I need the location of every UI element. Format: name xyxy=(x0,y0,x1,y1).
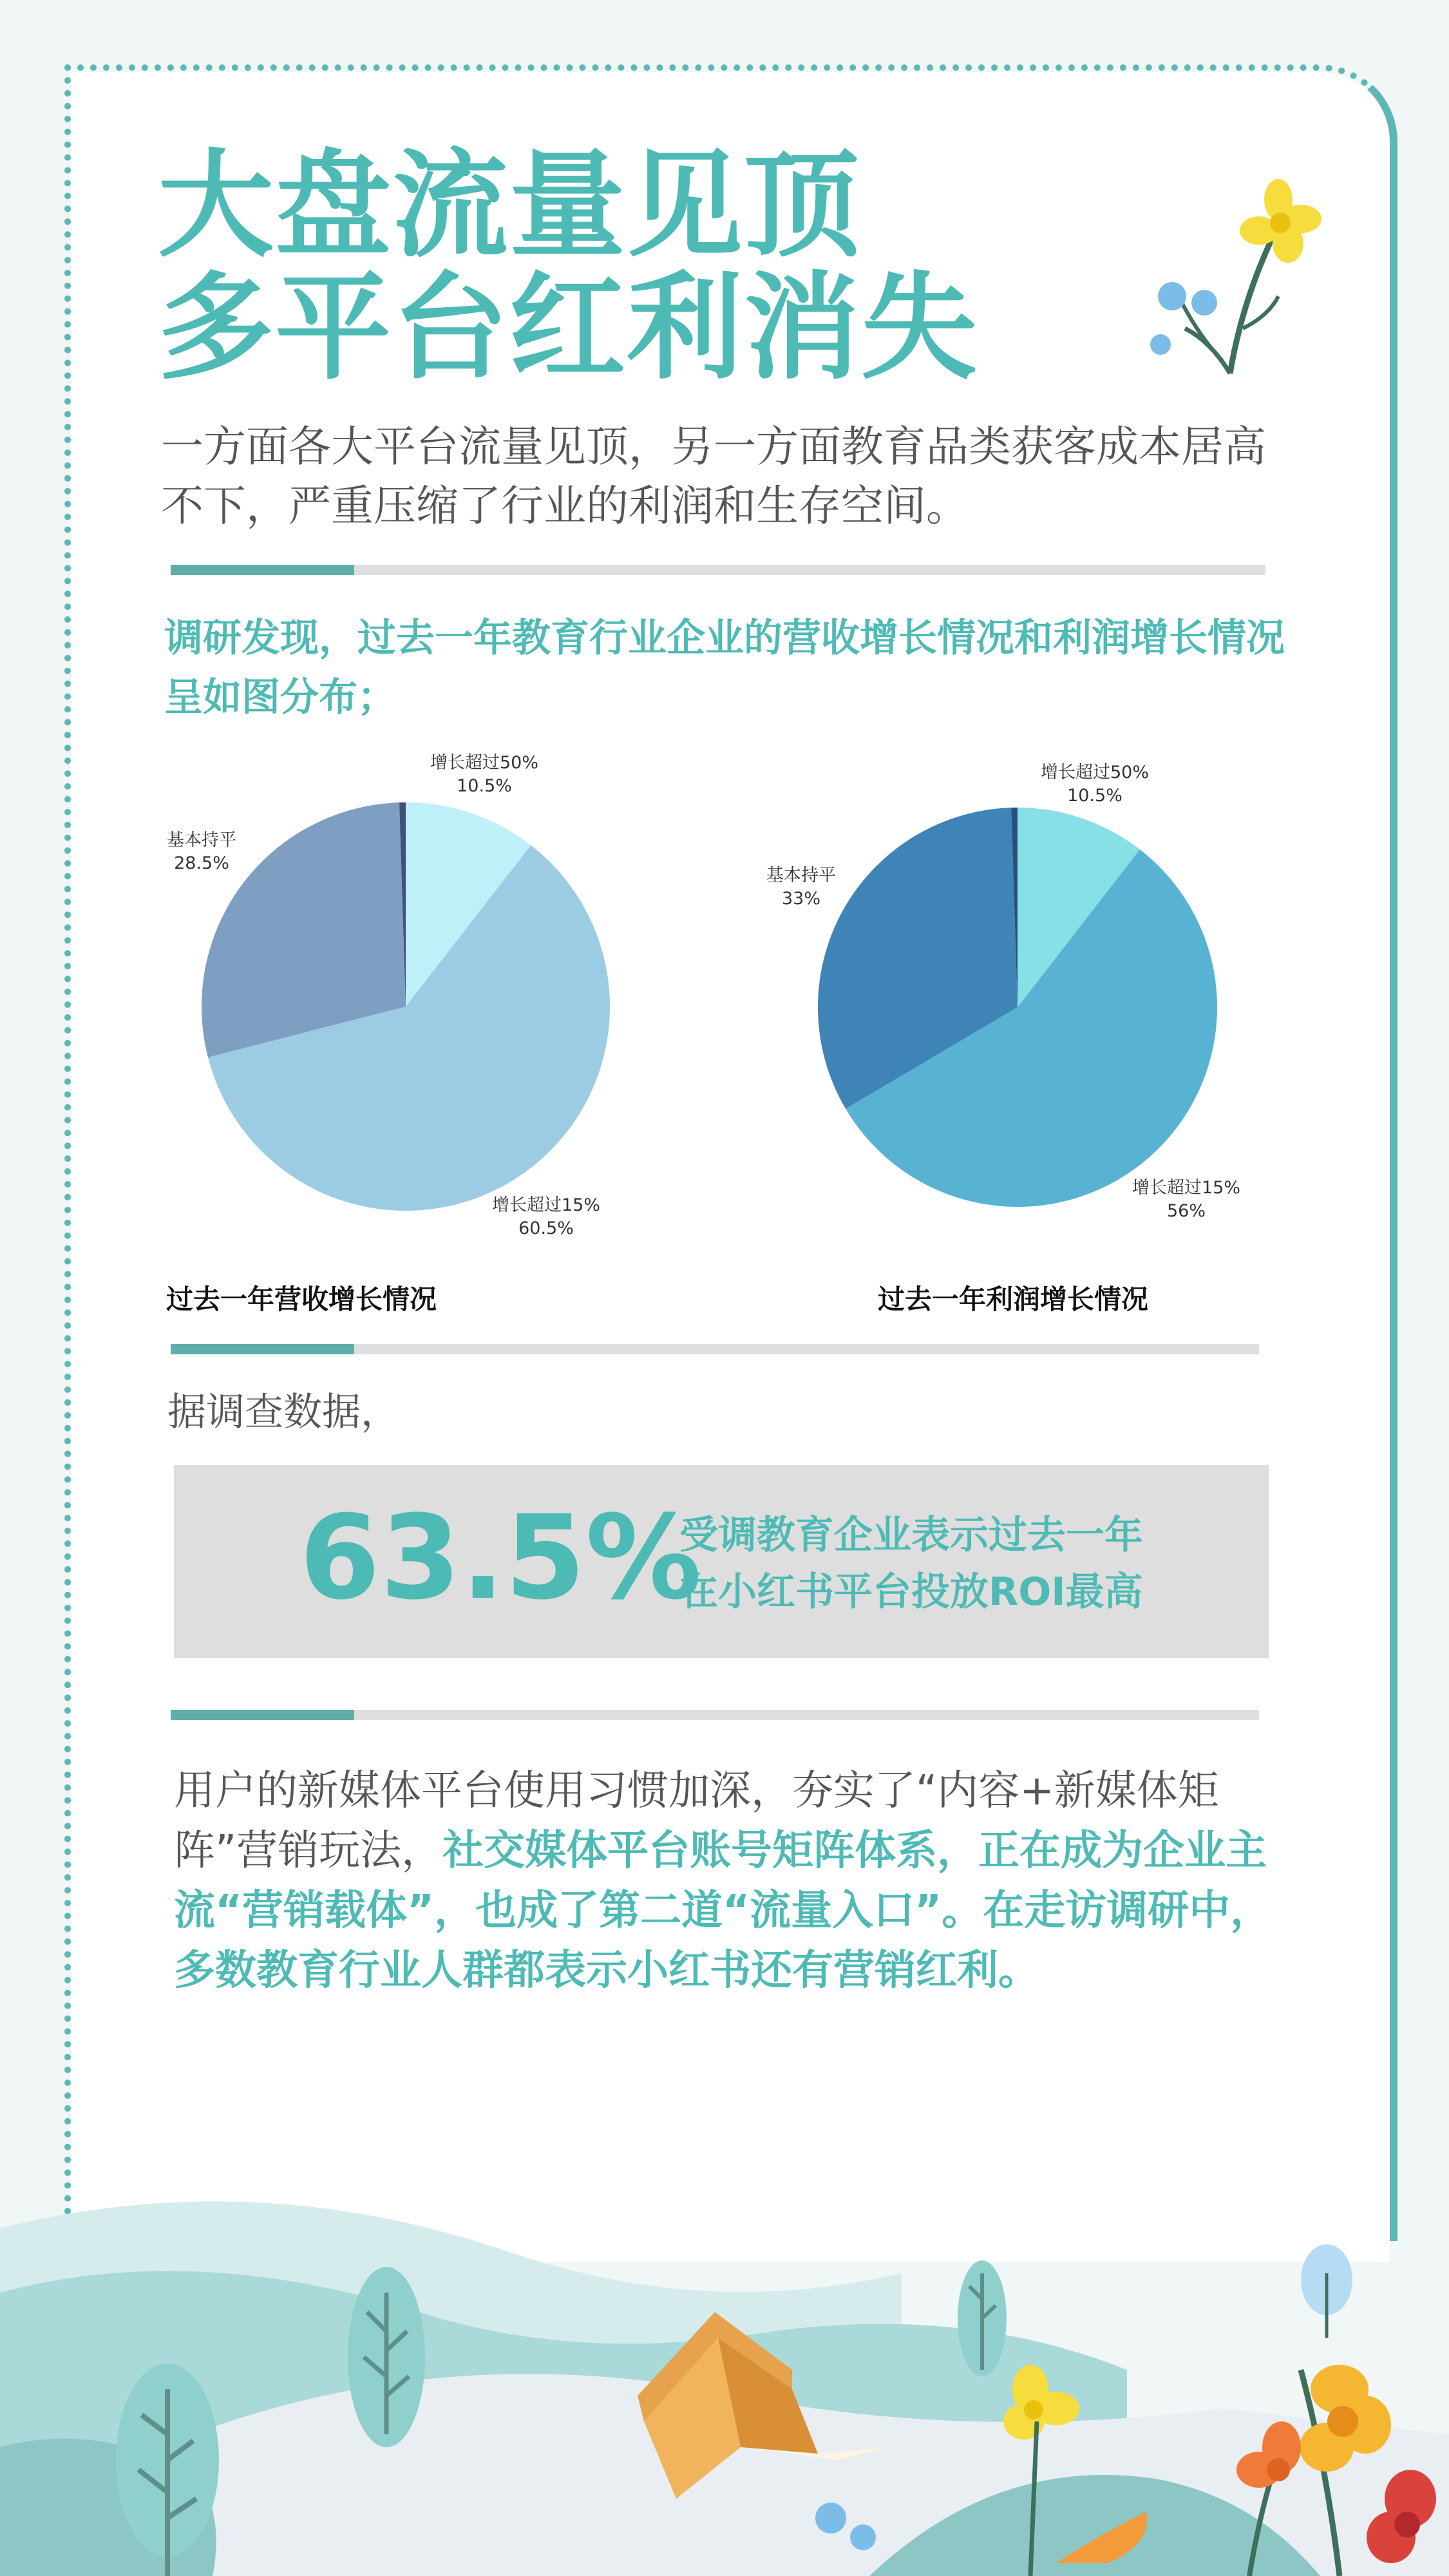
pie1-label-0: 增长超过50% xyxy=(430,753,539,773)
revenue-chart-title: 过去一年营收增长情况 xyxy=(166,1283,437,1315)
section-divider xyxy=(171,1344,1259,1354)
pie1-value-label-0: 10.5% xyxy=(457,776,512,796)
findings-text: 调研发现，过去一年教育行业企业的营收增长情况和利润增长情况呈如图分布； xyxy=(164,616,1285,720)
pie2-value-label-0: 10.5% xyxy=(1067,786,1122,806)
profit-chart-title: 过去一年利润增长情况 xyxy=(878,1283,1149,1315)
page-title-line2: 多平台红利消失 xyxy=(158,261,979,395)
pie1-label-1: 增长超过15% xyxy=(491,1195,601,1215)
pie2-value-label-1: 56% xyxy=(1166,1201,1206,1221)
pie1-label-2: 基本持平 xyxy=(167,830,236,850)
landscape-illustration xyxy=(0,2177,1449,2576)
pie2-label-0: 增长超过50% xyxy=(1040,762,1150,782)
stat-value: 63.5% xyxy=(299,1491,702,1625)
section-divider xyxy=(171,1710,1259,1720)
survey-note: 据调查数据， xyxy=(167,1390,399,1435)
pie1-value-label-1: 60.5% xyxy=(518,1218,574,1238)
pie2-value-label-2: 33% xyxy=(781,889,821,909)
stat-box xyxy=(174,1465,1269,1658)
flower-top-illustration xyxy=(1146,167,1327,386)
pie-charts xyxy=(0,728,1449,1294)
pie2-label-1: 增长超过15% xyxy=(1132,1178,1241,1198)
stat-line1: 受调教育企业表示过去一年 xyxy=(679,1513,1143,1558)
stat-line2: 在小红书平台投放ROI最高 xyxy=(679,1569,1143,1615)
stat-description xyxy=(679,1507,1195,1620)
section-divider xyxy=(171,565,1265,575)
bottom-paragraph xyxy=(174,1761,1294,2001)
bottom-text-highlight: 社交媒体平台账号矩阵体系，正在成为企业主流“营销载体”，也成了第二道“流量入口”。在走访调研中，多数教育行业人群都表示小红书还有营销红利。 xyxy=(174,1827,1272,1994)
intro-paragraph: 一方面各大平台流量见顶，另一方面教育品类获客成本居高不下，严重压缩了行业的利润和生存空间。 xyxy=(161,422,1266,531)
pie2-label-2: 基本持平 xyxy=(766,866,836,886)
pie1-value-label-2: 28.5% xyxy=(174,853,229,873)
bottom-text-normal: 用户的新媒体平台使用习惯加深，夯实了“内容+新媒体矩阵”营销玩法， xyxy=(174,1767,1219,1875)
page-title-line1: 大盘流量见顶 xyxy=(158,138,862,273)
